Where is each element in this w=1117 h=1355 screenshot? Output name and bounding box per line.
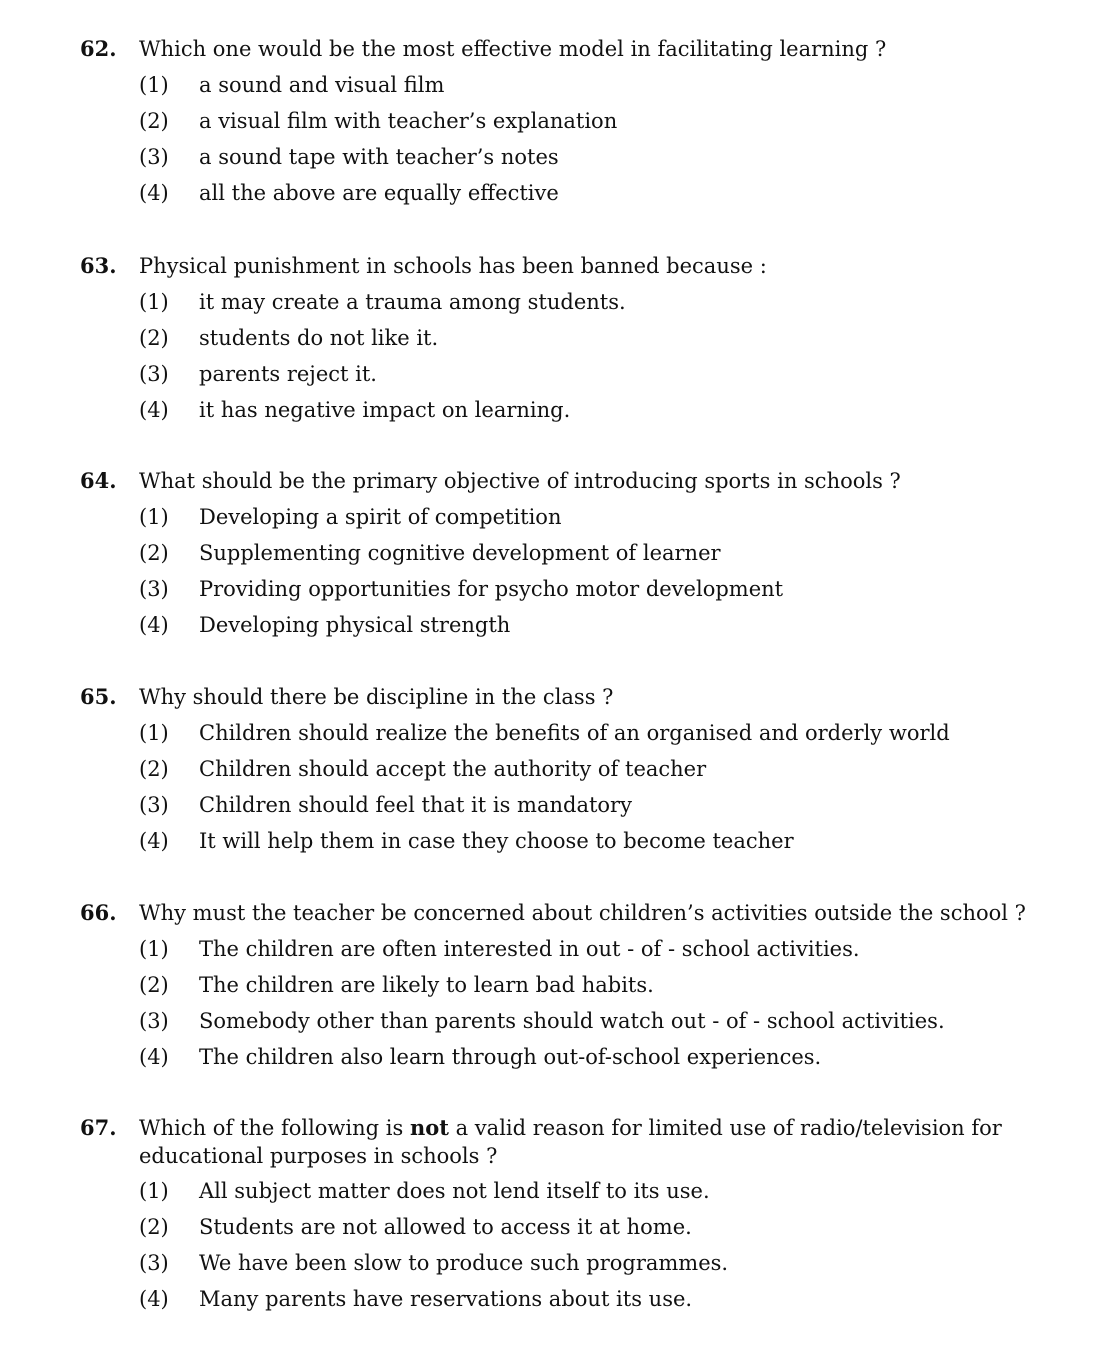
option-number: (1) — [139, 721, 169, 745]
option-text: The children are likely to learn bad habits. — [199, 973, 654, 997]
option-number: (3) — [139, 577, 169, 601]
option-number: (1) — [139, 505, 169, 529]
question-text: What should be the primary objective of introducing sports in schools ? — [139, 469, 901, 493]
option-text: Children should realize the benefits of an organised and orderly world — [199, 721, 950, 745]
option-3 — [139, 574, 783, 604]
question-text: Which one would be the most effective model in facilitating learning ? — [139, 37, 887, 61]
option-4 — [139, 178, 559, 208]
option-1 — [139, 718, 950, 748]
option-number: (1) — [139, 937, 169, 961]
option-number: (3) — [139, 1009, 169, 1033]
option-2 — [139, 1212, 692, 1242]
option-1 — [139, 1176, 710, 1206]
option-text: All subject matter does not lend itself to its use. — [199, 1179, 710, 1203]
question-number: 62. — [80, 36, 117, 61]
option-number: (1) — [139, 1179, 169, 1203]
option-2 — [139, 754, 706, 784]
option-text: all the above are equally effective — [199, 181, 559, 205]
option-number: (2) — [139, 109, 169, 133]
question-number: 64. — [80, 468, 117, 493]
option-number: (1) — [139, 73, 169, 97]
question-number: 63. — [80, 253, 117, 278]
option-text: a sound and visual film — [199, 73, 445, 97]
option-text: it may create a trauma among students. — [199, 290, 626, 314]
option-1 — [139, 70, 444, 100]
option-number: (1) — [139, 290, 169, 314]
option-number: (4) — [139, 829, 169, 853]
option-text: a sound tape with teacher’s notes — [199, 145, 559, 169]
option-text: Students are not allowed to access it at home. — [199, 1215, 692, 1239]
option-4 — [139, 610, 510, 640]
option-2 — [139, 106, 617, 136]
question-number: 66. — [80, 900, 117, 925]
option-2 — [139, 970, 654, 1000]
question-text: Why must the teacher be concerned about children’s activities outside the school ? — [139, 901, 1026, 925]
question-text-after: a valid reason for limited use of radio/television for educational purposes in schools ? — [139, 1116, 1002, 1168]
option-text: Developing a spirit of competition — [199, 505, 562, 529]
option-number: (2) — [139, 326, 169, 350]
option-number: (4) — [139, 181, 169, 205]
option-text: students do not like it. — [199, 326, 439, 350]
option-number: (4) — [139, 1287, 169, 1311]
option-number: (4) — [139, 613, 169, 637]
option-text: The children also learn through out-of-school experiences. — [199, 1045, 822, 1069]
option-text: parents reject it. — [199, 362, 377, 386]
option-3 — [139, 142, 559, 172]
option-4 — [139, 395, 570, 425]
option-text: Supplementing cognitive development of learner — [199, 541, 721, 565]
option-text: We have been slow to produce such programmes. — [199, 1251, 729, 1275]
option-text: It will help them in case they choose to become teacher — [199, 829, 794, 853]
option-1 — [139, 934, 860, 964]
option-4 — [139, 1284, 692, 1314]
option-number: (3) — [139, 793, 169, 817]
option-1 — [139, 287, 626, 317]
option-number: (2) — [139, 1215, 169, 1239]
option-number: (3) — [139, 1251, 169, 1275]
question-text-emphasis: not — [409, 1115, 449, 1140]
question-text-before: Which of the following is — [139, 1116, 410, 1140]
option-3 — [139, 790, 632, 820]
option-text: Children should accept the authority of teacher — [199, 757, 707, 781]
option-text: The children are often interested in out - of - school activities. — [199, 937, 860, 961]
question-number: 65. — [80, 684, 117, 709]
option-number: (3) — [139, 362, 169, 386]
option-text: Providing opportunities for psycho motor development — [199, 577, 784, 601]
option-4 — [139, 1042, 821, 1072]
option-3 — [139, 1006, 945, 1036]
option-2 — [139, 323, 438, 353]
option-3 — [139, 1248, 728, 1278]
option-number: (2) — [139, 757, 169, 781]
option-text: Somebody other than parents should watch out - of - school activities. — [199, 1009, 945, 1033]
option-number: (2) — [139, 541, 169, 565]
option-number: (3) — [139, 145, 169, 169]
option-number: (4) — [139, 1045, 169, 1069]
option-4 — [139, 826, 794, 856]
question-text: Why should there be discipline in the class ? — [139, 685, 614, 709]
option-text: Many parents have reservations about its use. — [199, 1287, 693, 1311]
question-text — [139, 1114, 1089, 1170]
option-text: Developing physical strength — [199, 613, 511, 637]
option-3 — [139, 359, 377, 389]
option-text: it has negative impact on learning. — [199, 398, 571, 422]
option-text: Children should feel that it is mandatory — [199, 793, 632, 817]
option-text: a visual film with teacher’s explanation — [199, 109, 618, 133]
option-number: (4) — [139, 398, 169, 422]
question-number: 67. — [80, 1115, 117, 1140]
option-2 — [139, 538, 721, 568]
option-number: (2) — [139, 973, 169, 997]
question-text: Physical punishment in schools has been banned because : — [139, 254, 767, 278]
option-1 — [139, 502, 561, 532]
